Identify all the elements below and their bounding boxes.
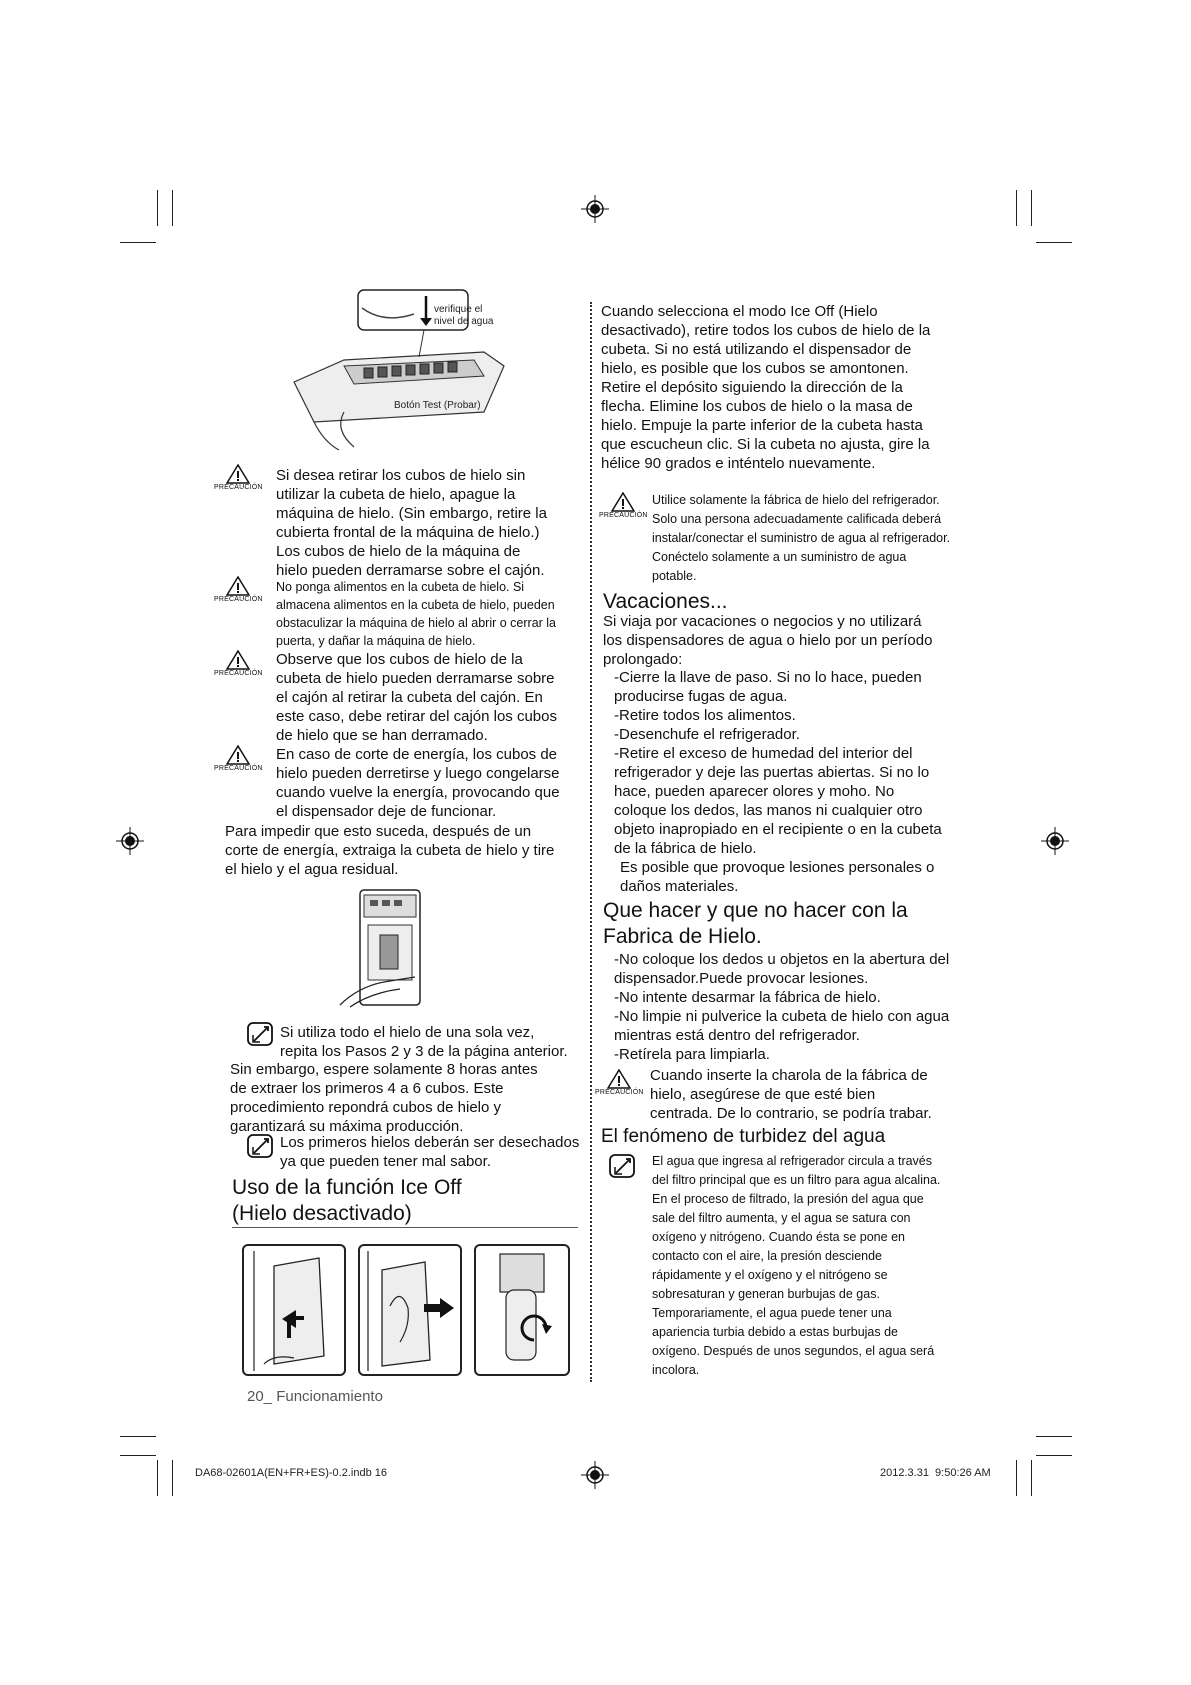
ice-off-heading: Uso de la función Ice Off (Hielo desactivado) [232, 1176, 462, 1225]
caution-text-4: En caso de corte de energía, los cubos de hielo pueden derretirse y luego congelarse cuando vuelve la energía, provocando que el dispensador deje de funcionar. [276, 746, 560, 820]
note-text-2: Los primeros hielos deberán ser desechados ya que pueden tener mal sabor. [280, 1134, 580, 1170]
list-item: -Desenchufe el refrigerador. [614, 726, 800, 743]
caution-icon: PRECAUCIÓN [214, 464, 262, 492]
list-item: -No intente desarmar la fábrica de hielo. [614, 989, 881, 1006]
dos-donts-list [614, 950, 954, 1064]
wait-8-hours-paragraph: Sin embargo, espere solamente 8 horas antes de extraer los primeros 4 a 6 cubos. Este procedimiento repondrá cubos de hielo y garantizará su máxima producción. [230, 1061, 538, 1135]
print-timestamp: 2012.3.31 9:50:26 AM [880, 1467, 991, 1479]
note-icon [246, 1021, 276, 1049]
verify-water-level-label: verifique el nivel de agua [434, 304, 494, 327]
ice-off-intro-paragraph: Cuando selecciona el modo Ice Off (Hielo desactivado), retire todos los cubos de hielo de la cubeta. Si no está utilizando el dispensador de hielo, es posible que los cubos se amontonen. Retire el depósito siguiendo la dirección de la flecha. Elimine los cubos de hielo o la masa de hielo. Empuje la parte inferior de la cubeta hasta que escucheun clic. Si la cubeta no ajusta, gire la hélice 90 grados e inténtelo nuevamente. [601, 303, 931, 472]
list-item: -Cierre la llave de paso. Si no lo hace, pueden producirse fugas de agua. [614, 669, 922, 705]
registration-mark-top [580, 194, 610, 224]
caution-text-5: Utilice solamente la fábrica de hielo del refrigerador. Solo una persona adecuadamente calificada deberá instalar/conectar el suministro de agua al refrigerador. Conéctelo solamente a un suministro de agua potable. [652, 493, 951, 583]
list-item: -No coloque los dedos u objetos en la abertura del dispensador.Puede provocar lesiones. [614, 951, 950, 987]
caution-text-6: Cuando inserte la charola de la fábrica de hielo, asegúrese de que esté bien centrada. De lo contrario, se podría trabar. [650, 1067, 932, 1122]
note-icon [246, 1133, 276, 1161]
note-icon [608, 1153, 638, 1181]
test-button-label: Botón Test (Probar) [394, 400, 481, 411]
heading-rule [232, 1227, 578, 1228]
ice-off-step-2-figure [358, 1244, 462, 1376]
dos-donts-heading: Que hacer y que no hacer con la Fabrica de Hielo. [603, 899, 908, 948]
note-text-1: Si utiliza todo el hielo de una sola vez, repita los Pasos 2 y 3 de la página anterior. [280, 1024, 568, 1060]
caution-text-3: Observe que los cubos de hielo de la cubeta de hielo pueden derramarse sobre el cajón al retirar la cubeta del cajón. En este caso, debe retirar del cajón los cubos de hielo que se han derramado. [276, 651, 557, 744]
registration-mark-right [1040, 826, 1070, 856]
power-outage-paragraph: Para impedir que esto suceda, después de un corte de energía, extraiga la cubeta de hielo y tire el hielo y el agua residual. [225, 823, 555, 878]
list-item: -Retire todos los alimentos. [614, 707, 796, 724]
page-number: 20_ Funcionamiento [247, 1388, 383, 1405]
registration-mark-bottom [580, 1460, 610, 1490]
turbidity-heading: El fenómeno de turbidez del agua [601, 1126, 886, 1147]
caution-icon: PRECAUCIÓN [214, 745, 262, 773]
vacations-heading: Vacaciones... [603, 590, 728, 613]
dispenser-figure [330, 885, 450, 1010]
list-item: -Retire el exceso de humedad del interior del refrigerador y deje las puertas abiertas. Si no lo hace, pueden aparecer olores y moho. No coloque los dedos, las manos ni cualquier otro objeto inapropiado en el recipiente o en la cubeta de la fábrica de hielo. [614, 745, 942, 857]
column-divider [590, 302, 592, 1382]
vacations-list [614, 668, 944, 896]
list-item: -Retírela para limpiarla. [614, 1046, 770, 1063]
caution-icon: PRECAUCIÓN [599, 492, 647, 520]
registration-mark-left [115, 826, 145, 856]
print-file-name: DA68-02601A(EN+FR+ES)-0.2.indb 16 [195, 1467, 387, 1479]
caution-text-2: No ponga alimentos en la cubeta de hielo. Si almacena alimentos en la cubeta de hielo, pueden obstaculizar la máquina de hielo al abrir o cerrar la puerta, y dañar la máquina de hielo. [276, 580, 557, 648]
list-item: -No limpie ni pulverice la cubeta de hielo con agua mientras está dentro del refrigerador. [614, 1008, 950, 1044]
ice-off-step-3-figure [474, 1244, 570, 1376]
list-item: Es posible que provoque lesiones personales o daños materiales. [620, 859, 935, 895]
ice-maker-figure [284, 282, 508, 452]
vacations-intro: Si viaja por vacaciones o negocios y no utilizará los dispensadores de agua o hielo por un período prolongado: [603, 613, 933, 668]
caution-icon: PRECAUCIÓN [214, 650, 262, 678]
caution-text-1: Si desea retirar los cubos de hielo sin utilizar la cubeta de hielo, apague la máquina de hielo. (Sin embargo, retire la cubierta frontal de la máquina de hielo.) Los cubos de hielo de la máquina de hielo pueden derramarse sobre el cajón. [276, 467, 547, 579]
ice-off-step-1-figure [242, 1244, 346, 1376]
caution-icon: PRECAUCIÓN [595, 1069, 643, 1097]
caution-icon: PRECAUCIÓN [214, 576, 262, 604]
note-text-3: El agua que ingresa al refrigerador circula a través del filtro principal que es un filtro para agua alcalina. En el proceso de filtrado, la presión del agua que sale del filtro aumenta, y el agua se satura con oxígeno y nitrógeno. Cuando ésta se pone en contacto con el aire, la presión desciende rápidamente y el oxígeno y el nitrógeno se sobresaturan y generan burbujas de gas. Temporariamente, el agua puede tener una apariencia turbia debido a estas burbujas de oxígeno. Después de unos segundos, el agua será incolora. [652, 1154, 941, 1377]
